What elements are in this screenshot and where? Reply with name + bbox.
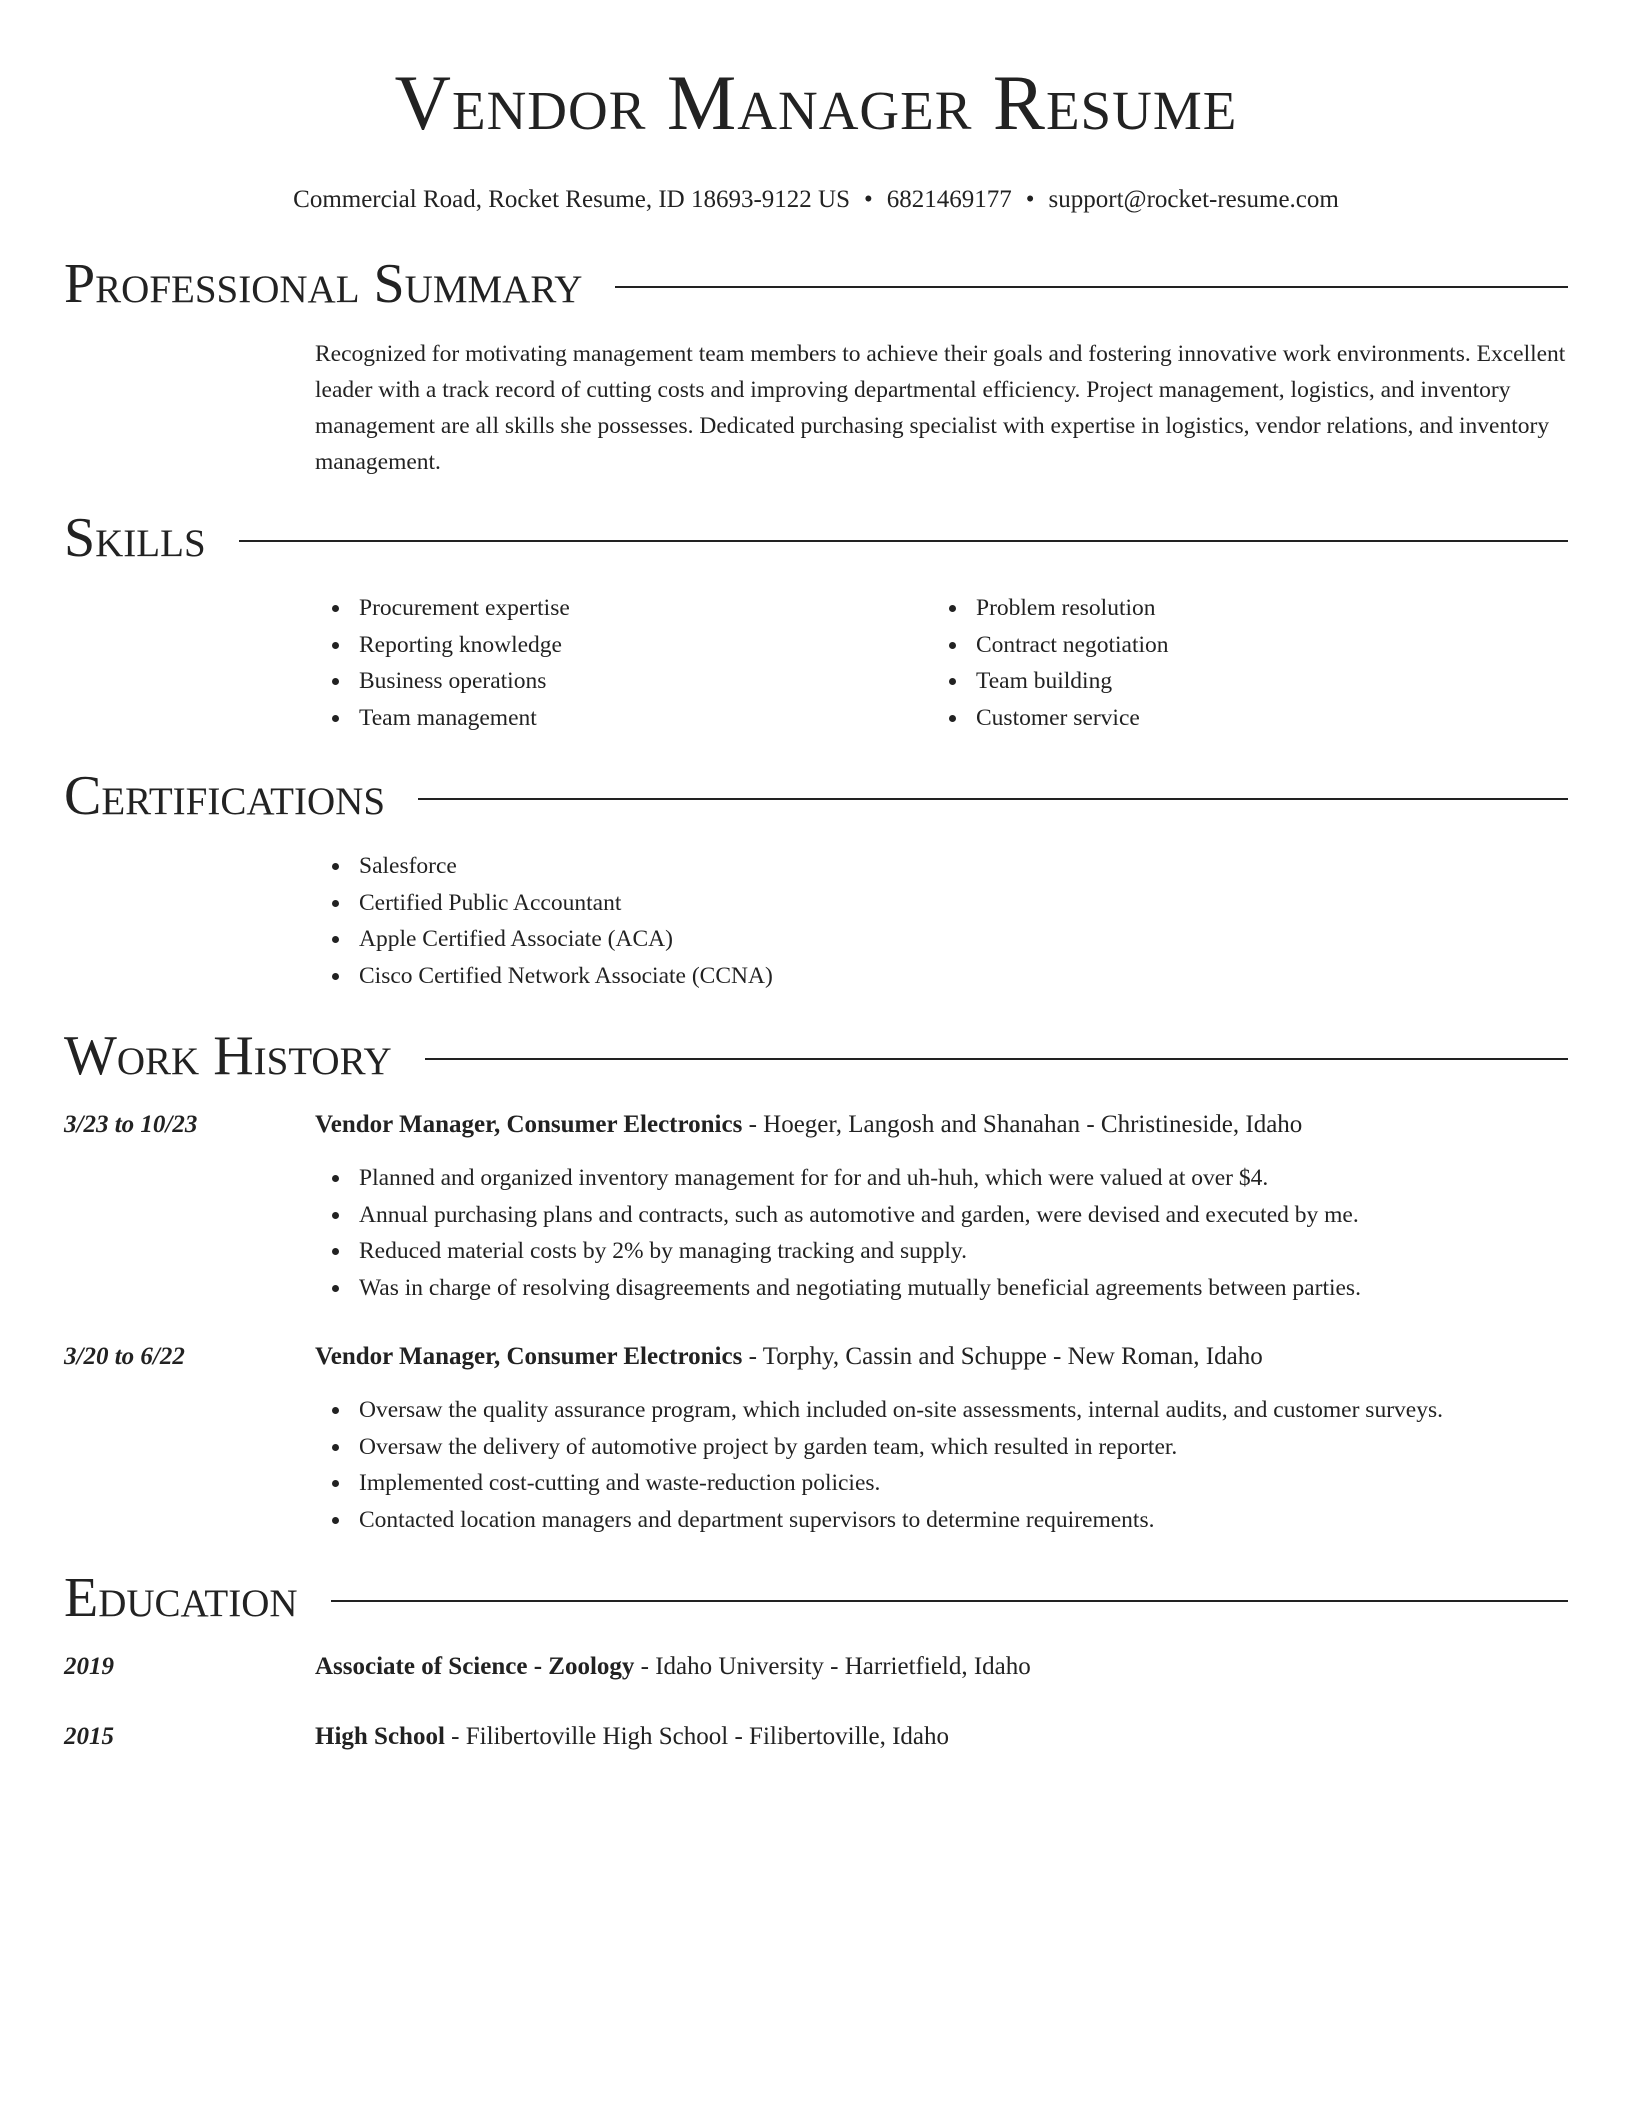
section-divider <box>425 1058 1568 1060</box>
section-title: Skills <box>64 507 206 569</box>
section-title: Education <box>64 1567 298 1629</box>
job-bullet: Reduced material costs by 2% by managing tracking and supply. <box>359 1233 1568 1270</box>
skill-item: Business operations <box>359 663 932 700</box>
skills-column-left <box>315 590 932 736</box>
education-year: 2019 <box>64 1653 114 1680</box>
summary-text: Recognized for motivating management team members to achieve their goals and fostering innovative work environments. Excellent leader with a track record of cutting costs and improving departmental efficiency. Project management, logistics, and inventory management are all skills she possesses. Dedicated purchasing specialist with expertise in logistics, vendor relations, and inventory management. <box>315 341 1566 475</box>
job-dates: 3/23 to 10/23 <box>64 1111 198 1138</box>
job-entry <box>64 1340 1568 1538</box>
section-title: Work History <box>64 1025 392 1087</box>
job-bullets <box>315 1160 1568 1306</box>
contact-separator: • <box>864 186 873 213</box>
section-header <box>64 1568 1568 1628</box>
skills-grid <box>315 590 1568 736</box>
resume-title: Vendor Manager Resume <box>394 59 1238 146</box>
certification-item: Apple Certified Associate (ACA) <box>359 921 1568 958</box>
certification-item: Salesforce <box>359 848 1568 885</box>
job-bullets <box>315 1392 1568 1538</box>
contact-phone: 6821469177 <box>886 186 1012 213</box>
education-heading <box>315 1720 1568 1754</box>
skill-item: Customer service <box>976 700 1549 737</box>
job-bullet: Oversaw the delivery of automotive project by garden team, which resulted in reporter. <box>359 1429 1568 1466</box>
education-school: - Idaho University - Harrietfield, Idaho <box>634 1653 1031 1680</box>
job-role: Vendor Manager, Consumer Electronics <box>315 1111 743 1138</box>
education-degree: Associate of Science - Zoology <box>315 1653 635 1680</box>
job-dates: 3/20 to 6/22 <box>64 1343 185 1370</box>
contact-separator: • <box>1025 186 1035 213</box>
contact-email: support@rocket-resume.com <box>1048 186 1339 213</box>
job-bullet: Implemented cost-cutting and waste-reduction policies. <box>359 1465 1568 1502</box>
job-content <box>315 1108 1568 1306</box>
skill-item: Team building <box>976 663 1549 700</box>
section-title: Certifications <box>64 765 386 827</box>
education-degree: High School <box>315 1723 445 1750</box>
certifications-list-wrap <box>315 848 1568 994</box>
job-entry <box>64 1108 1568 1306</box>
job-heading <box>315 1108 1568 1142</box>
section-header <box>64 508 1568 568</box>
contact-address: Commercial Road, Rocket Resume, ID 18693-9122 US <box>293 186 851 213</box>
skills-section <box>64 508 1568 736</box>
education-entry <box>64 1650 1568 1684</box>
section-divider <box>615 286 1568 288</box>
section-divider <box>331 1600 1568 1602</box>
job-bullet: Planned and organized inventory management for for and uh-huh, which were valued at over $4. <box>359 1160 1568 1197</box>
job-company: - Torphy, Cassin and Schuppe - New Roman, Idaho <box>742 1343 1263 1370</box>
skill-item: Team management <box>359 700 932 737</box>
skill-item: Procurement expertise <box>359 590 932 627</box>
skill-item: Reporting knowledge <box>359 627 932 664</box>
contact-line <box>64 184 1568 216</box>
education-entry <box>64 1720 1568 1754</box>
education-content <box>315 1650 1568 1684</box>
section-header <box>64 254 1568 314</box>
education-year: 2015 <box>64 1723 114 1750</box>
skills-list <box>932 590 1549 736</box>
skill-item: Problem resolution <box>976 590 1549 627</box>
section-divider <box>239 540 1568 542</box>
job-bullet: Oversaw the quality assurance program, which included on-site assessments, internal audits, and customer surveys. <box>359 1392 1568 1429</box>
job-role: Vendor Manager, Consumer Electronics <box>315 1343 743 1370</box>
job-content <box>315 1340 1568 1538</box>
job-bullet: Contacted location managers and department supervisors to determine requirements. <box>359 1502 1568 1539</box>
job-company: - Hoeger, Langosh and Shanahan - Christineside, Idaho <box>742 1111 1303 1138</box>
job-bullet: Was in charge of resolving disagreements and negotiating mutually beneficial agreements between parties. <box>359 1270 1568 1307</box>
section-divider <box>418 798 1568 800</box>
summary-section <box>64 254 1568 480</box>
education-section <box>64 1568 1568 1754</box>
job-heading <box>315 1340 1568 1374</box>
education-school: - Filibertoville High School - Filibertoville, Idaho <box>444 1723 950 1750</box>
skills-column-right <box>932 590 1549 736</box>
certifications-section <box>64 766 1568 994</box>
certifications-list <box>315 848 1568 994</box>
section-title: Professional Summary <box>64 253 583 315</box>
work-history-section <box>64 1026 1568 1538</box>
education-heading <box>315 1650 1568 1684</box>
certification-item: Certified Public Accountant <box>359 885 1568 922</box>
certification-item: Cisco Certified Network Associate (CCNA) <box>359 958 1568 995</box>
skill-item: Contract negotiation <box>976 627 1549 664</box>
section-header <box>64 1026 1568 1086</box>
job-bullet: Annual purchasing plans and contracts, such as automotive and garden, were devised and executed by me. <box>359 1197 1568 1234</box>
section-header <box>64 766 1568 826</box>
skills-list <box>315 590 932 736</box>
education-content <box>315 1720 1568 1754</box>
